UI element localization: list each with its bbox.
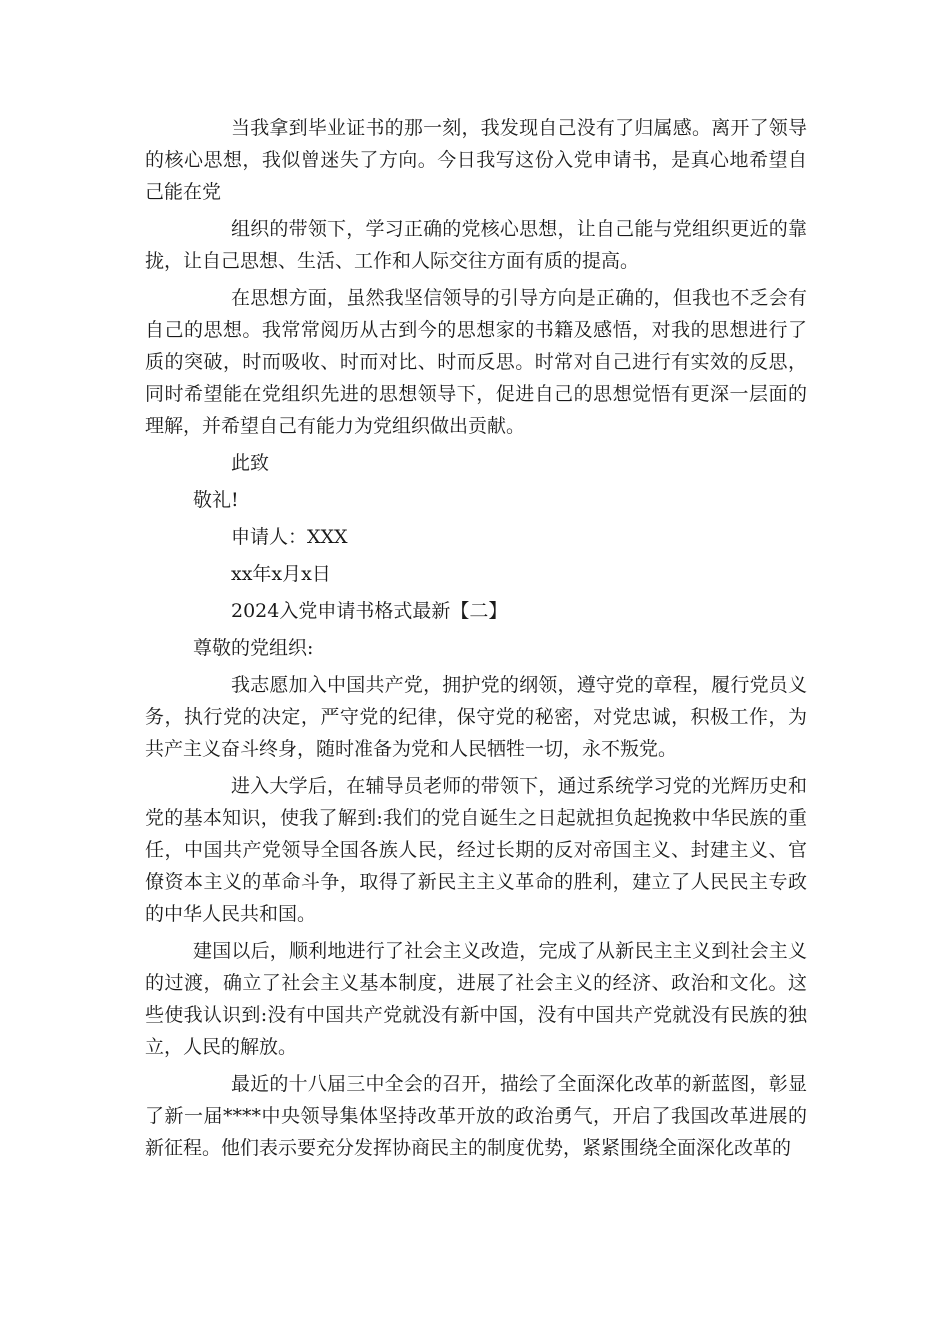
paragraph-11: 进入大学后，在辅导员老师的带领下，通过系统学习党的光辉历史和党的基本知识，使我了解到:我们的党自诞生之日起就担负起挽救中华民族的重任，中国共产党领导全国各族人民，经过长期的反对帝国主义、封建主义、官僚资本主义的革命斗争，取得了新民主主义革命的胜利，建立了人民民主专政的中华人民共和国。 [145,775,807,925]
section-heading: 2024入党申请书格式最新【二】 [231,600,508,622]
paragraph-2: 组织的带领下，学习正确的党核心思想，让自己能与党组织更近的靠拢，让自己思想、生活、工作和人际交往方面有质的提高。 [145,218,807,272]
paragraph-12: 建国以后，顺利地进行了社会主义改造，完成了从新民主主义到社会主义的过渡，确立了社会主义基本制度，进展了社会主义的经济、政治和文化。这些使我认识到:没有中国共产党就没有新中国，没有中国共产党就没有民族的独立，人民的解放。 [145,940,807,1058]
applicant-name: 申请人：XXX [231,526,348,548]
document-body [145,112,807,1169]
application-date: xx年x月x日 [231,563,331,585]
closing-respect: 敬礼! [193,489,239,511]
closing-salutation: 此致 [231,452,270,474]
paragraph-3: 在思想方面，虽然我坚信领导的引导方向是正确的，但我也不乏会有自己的思想。我常常阅历从古到今的思想家的书籍及感悟，对我的思想进行了质的突破，时而吸收、时而对比、时而反思。时常对自己进行有实效的反思，同时希望能在党组织先进的思想领导下，促进自己的思想觉悟有更深一层面的理解，并希望自己有能力为党组织做出贡献。 [145,287,807,437]
paragraph-1: 当我拿到毕业证书的那一刻，我发现自己没有了归属感。离开了领导的核心思想，我似曾迷失了方向。今日我写这份入党申请书，是真心地希望自己能在党 [145,117,807,203]
paragraph-13: 最近的十八届三中全会的召开，描绘了全面深化改革的新蓝图，彰显了新一届****中央领导集体坚持改革开放的政治勇气，开启了我国改革进展的新征程。他们表示要充分发挥协商民主的制度优势，紧紧围绕全面深化改革的 [145,1073,807,1159]
greeting: 尊敬的党组织: [193,637,314,659]
paragraph-10: 我志愿加入中国共产党，拥护党的纲领，遵守党的章程，履行党员义务，执行党的决定，严守党的纪律，保守党的秘密，对党忠诚，积极工作，为共产主义奋斗终身，随时准备为党和人民牺牲一切，永不叛党。 [145,674,807,760]
